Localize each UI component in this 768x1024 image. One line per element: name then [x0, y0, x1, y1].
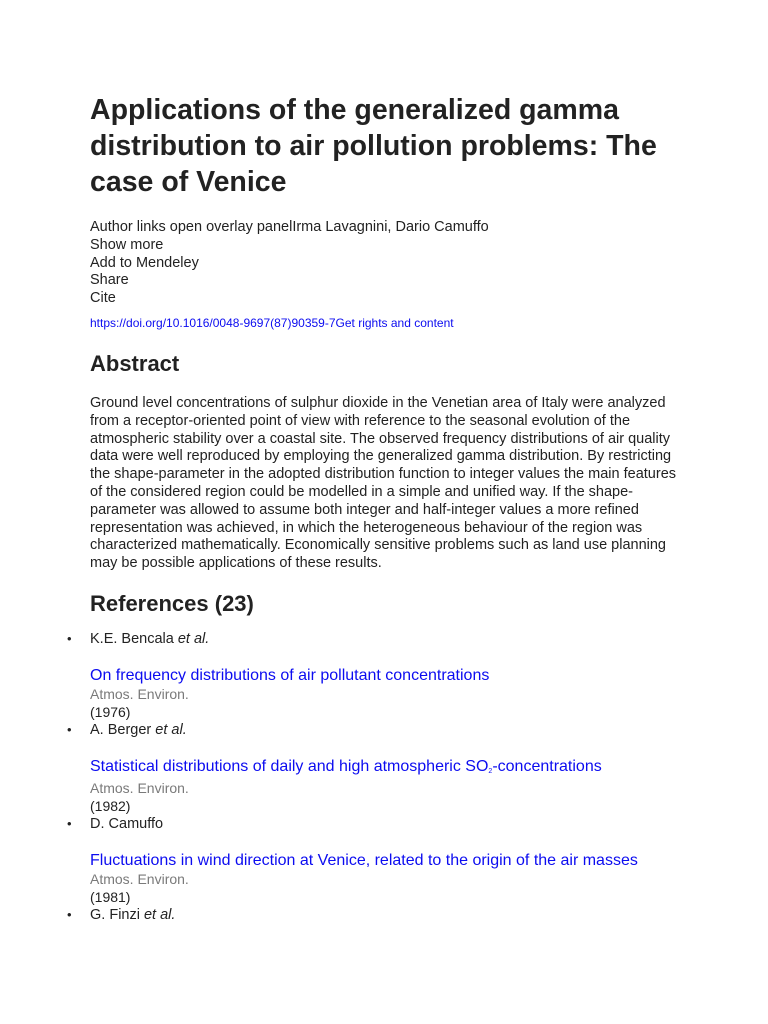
reference-authors — [90, 815, 690, 833]
reference-source: Atmos. Environ. — [90, 870, 189, 887]
list-bullet: • — [67, 630, 72, 646]
reference-year: (1981) — [90, 888, 131, 905]
article-title: Applications of the generalized gamma distribution to air pollution problems: The case of Venice — [90, 94, 657, 198]
abstract-heading: Abstract — [90, 350, 180, 376]
reference-year: (1976) — [90, 703, 131, 720]
show-more-button[interactable]: Show more — [90, 236, 164, 253]
reference-source: Atmos. Environ. — [90, 685, 189, 702]
reference-et-al: et al. — [155, 721, 187, 738]
reference-author-name: G. Finzi — [90, 906, 140, 923]
reference-author-name: K.E. Bencala — [90, 630, 174, 647]
reference-item — [67, 630, 690, 721]
reference-item — [67, 815, 690, 906]
list-bullet: • — [67, 721, 72, 737]
reference-title-link[interactable] — [90, 666, 690, 685]
reference-title-link[interactable] — [90, 757, 690, 779]
abstract-text: Ground level concentrations of sulphur dioxide in the Venetian area of Italy were analyzed from a receptor-oriented point of view with reference to the seasonal evolution of the atmospheric stability over a coastal site. The observed frequency distributions of air quality data were well reproduced by employing the generalized gamma distribution. By restricting the shape-parameter in the adopted distribution function to integer values the main features of the considered region could be modelled in a simple and unified way. If the shape-parameter was allowed to assume both integer and half-integer values a more refined representation was achieved, in which the heterogeneous behaviour of the region was characterized mathematically. Economically sensitive problems such as land use planning may be possible applications of these results. — [90, 394, 677, 572]
doi-line — [90, 315, 690, 331]
list-bullet: • — [67, 815, 72, 831]
add-to-mendeley-button[interactable]: Add to Mendeley — [90, 254, 199, 271]
reference-author-name: D. Camuffo — [90, 815, 164, 832]
reference-title[interactable] — [90, 758, 602, 775]
list-bullet: • — [67, 906, 72, 922]
share-button[interactable]: Share — [90, 272, 129, 289]
reference-title-part: -concentrations — [492, 757, 602, 775]
reference-authors — [90, 630, 690, 648]
reference-title[interactable]: Fluctuations in wind direction at Venice, related to the origin of the air masses — [90, 851, 638, 869]
reference-source: Atmos. Environ. — [90, 779, 189, 796]
reference-title-part: Statistical distributions of daily and high atmospheric SO — [90, 757, 489, 775]
reference-year: (1982) — [90, 797, 131, 814]
reference-et-al: et al. — [177, 630, 210, 647]
references-heading: References (23) — [90, 590, 254, 616]
reference-title-subscript: 2 — [488, 767, 493, 775]
reference-title-link[interactable] — [90, 851, 690, 870]
reference-item — [67, 906, 690, 924]
reference-et-al: et al. — [143, 906, 176, 923]
reference-authors — [90, 906, 690, 924]
cite-button[interactable]: Cite — [90, 290, 116, 307]
reference-authors — [90, 721, 690, 739]
doi-link[interactable]: https://doi.org/10.1016/0048-9697(87)90359-7 — [90, 315, 336, 330]
reference-author-name: A. Berger — [90, 721, 152, 738]
author-links[interactable]: Author links open overlay panelIrma Lavagnini, Dario Camuffo — [90, 219, 489, 235]
reference-title[interactable]: On frequency distributions of air pollutant concentrations — [90, 666, 490, 684]
article-content — [67, 92, 690, 924]
reference-item — [67, 721, 690, 815]
article-meta — [90, 219, 690, 308]
get-rights-link[interactable]: Get rights and content — [335, 315, 454, 330]
references-list — [67, 630, 690, 924]
